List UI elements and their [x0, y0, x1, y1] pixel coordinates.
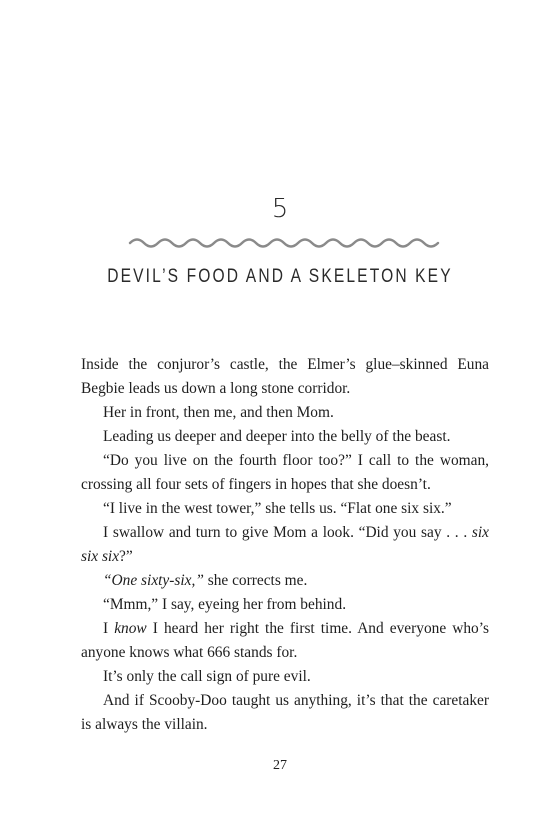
paragraph: “Mmm,” I say, eyeing her from behind.	[103, 596, 347, 613]
paragraph	[81, 521, 489, 569]
chapter-title: DEVIL’S FOOD AND A SKELETON KEY	[107, 266, 453, 287]
paragraph: It’s only the call sign of pure evil.	[103, 668, 311, 685]
paragraph: And if Scooby-Doo taught us anything, it’s that the caretaker is always the villain.	[81, 692, 489, 733]
paragraph: Her in front, then me, and then Mom.	[103, 404, 334, 421]
paragraph-text: I swallow and turn to give Mom a look. “Did you say . . .	[103, 524, 472, 541]
paragraph	[81, 617, 489, 665]
body-text	[81, 353, 489, 737]
paragraph	[81, 569, 489, 593]
paragraph-text: I	[103, 620, 115, 637]
paragraph-text: ?”	[119, 548, 133, 565]
paragraph: “Do you live on the fourth floor too?” I call to the woman, crossing all four sets of fingers in hopes that she doesn’t.	[81, 452, 489, 493]
paragraph-text: she corrects me.	[203, 572, 308, 589]
paragraph-text: I heard her right the first time. And everyone who’s anyone knows what 666 stands for.	[81, 620, 489, 661]
wave-divider-ornament	[128, 234, 440, 250]
paragraph-italic: six six six	[81, 524, 489, 565]
paragraph: “I live in the west tower,” she tells us. “Flat one six six.”	[103, 500, 452, 517]
paragraph-italic: “One sixty-six,”	[103, 572, 204, 589]
chapter-number: 5	[271, 194, 289, 224]
paragraph: Leading us deeper and deeper into the belly of the beast.	[103, 428, 451, 445]
page-number: 27	[273, 758, 287, 773]
paragraph-italic: know	[114, 620, 147, 637]
paragraph: Inside the conjuror’s castle, the Elmer’s glue–skinned Euna Begbie leads us down a long stone corridor.	[81, 356, 489, 397]
